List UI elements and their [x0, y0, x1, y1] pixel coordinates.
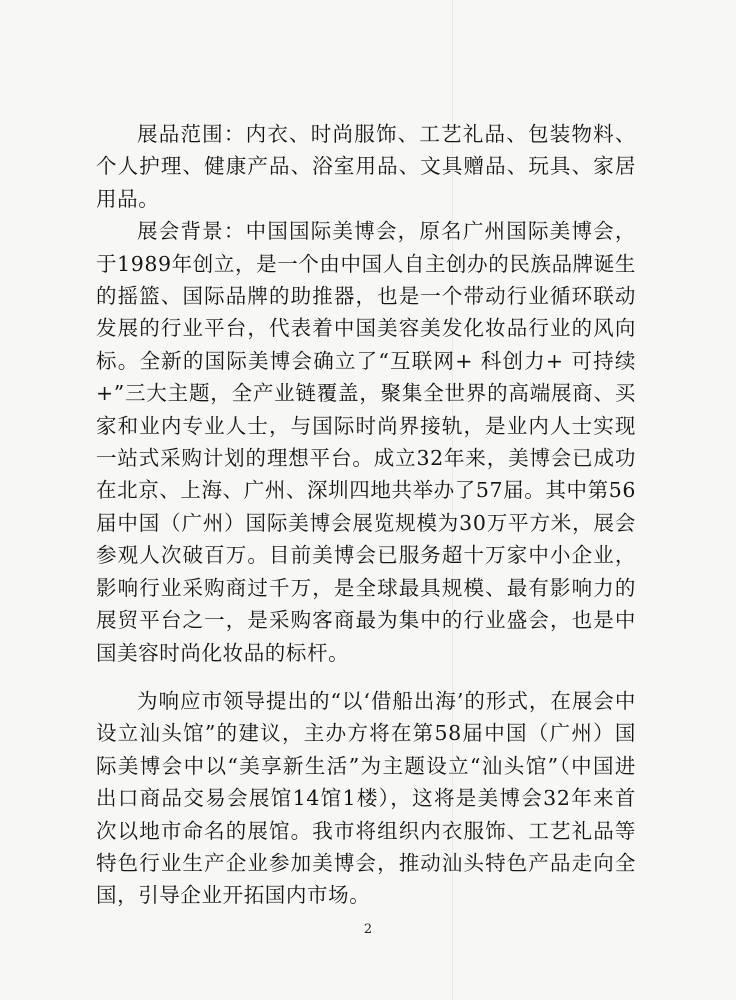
paragraph-shantou-pavilion: 为响应市领导提出的“以‘借船出海’的形式，在展会中设立汕头馆”的建议，主办方将在第58届中国（广州）国际美博会中以“美享新生活”为主题设立“汕头馆”（中国进出口商品交易会展馆14馆1楼），这将是美博会32年来首次以地市命名的展馆。我市将组织内衣服饰、工艺礼品等特色行业生产企业参加美博会，推动汕头特色产品走向全国，引导企业开拓国内市场。	[96, 688, 636, 908]
paragraph-exhibit-scope: 展品范围：内衣、时尚服饰、工艺礼品、包装物料、个人护理、健康产品、浴室用品、文具赠品、玩具、家居用品。	[96, 122, 636, 211]
document-body	[96, 118, 636, 912]
paragraph-exhibition-background: 展会背景：中国国际美博会，原名广州国际美博会，于1989年创立，是一个由中国人自主创办的民族品牌诞生的摇篮、国际品牌的助推器，也是一个带动行业循环联动发展的行业平台，代表着中国美容美发化妆品行业的风向标。全新的国际美博会确立了“互联网+ 科创力+ 可持续+”三大主题，全产业链覆盖，聚集全世界的高端展商、买家和业内专业人士，与国际时尚界接轨，是业内人士实现一站式采购计划的理想平台。成立32年来，美博会已成功在北京、上海、广州、深圳四地共举办了57届。其中第56届中国（广州）国际美博会展览规模为30万平方米，展会参观人次破百万。目前美博会已服务超十万家中小企业，影响行业采购商过千万，是全球最具规模、最有影响力的展贸平台之一，是采购客商最为集中的行业盛会，也是中国美容时尚化妆品的标杆。	[96, 219, 636, 665]
page-number: 2	[363, 922, 373, 937]
